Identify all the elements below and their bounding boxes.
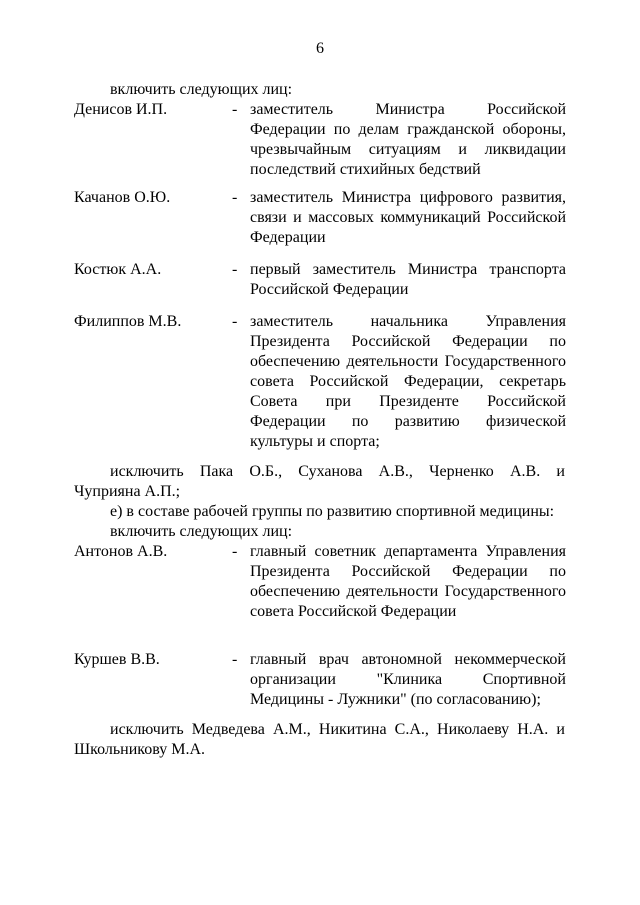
exclude-line-2: Чуприяна А.П.; (74, 483, 181, 500)
exclude-line-2: Школьникову М.А. (74, 741, 206, 758)
dash: - (232, 101, 238, 118)
person-position: первый заместитель Министра транспорта Российской Федерации (250, 261, 566, 298)
person-position: заместитель Министра цифрового развития, связи и массовых коммуникаций Российской Федерации (250, 189, 566, 246)
exclude-line-1: исключить Пака О.Б., Суханова А.В., Черненко А.В. и (110, 463, 565, 480)
dash: - (232, 313, 238, 330)
dash: - (232, 189, 238, 206)
person-position: главный врач автономной некоммерческой организации "Клиника Спортивной Медицины - Лужники" (по согласованию); (250, 651, 566, 708)
person-position: заместитель Министра Российской Федерации по делам гражданской обороны, чрезвычайным ситуациям и ликвидации последствий стихийных бедствий (250, 101, 566, 178)
exclude-line-1: исключить Медведева А.М., Никитина С.А., Николаеву Н.А. и (110, 721, 565, 738)
person-name: Денисов И.П. (74, 101, 168, 118)
person-name: Филиппов М.В. (74, 313, 182, 330)
section-heading: е) в составе рабочей группы по развитию спортивной медицины: (110, 503, 555, 520)
dash: - (232, 651, 238, 668)
block1-intro: включить следующих лиц: (110, 81, 293, 98)
block2-intro: включить следующих лиц: (110, 523, 293, 540)
dash: - (232, 543, 238, 560)
person-position: главный советник департамента Управления Президента Российской Федерации по обеспечению деятельности Государственного совета Российской Федерации (250, 543, 566, 620)
person-name: Куршев В.В. (74, 651, 160, 668)
page-number: 6 (316, 40, 324, 57)
person-position: заместитель начальника Управления Президента Российской Федерации по обеспечению деятельности Государственного совета Российской Федерации, секретарь Совета при Президенте Российской Федерации по развитию физической культуры и спорта; (250, 313, 566, 450)
person-name: Качанов О.Ю. (74, 189, 171, 206)
dash: - (232, 261, 238, 278)
person-name: Костюк А.А. (74, 261, 162, 278)
person-name: Антонов А.В. (74, 543, 168, 560)
